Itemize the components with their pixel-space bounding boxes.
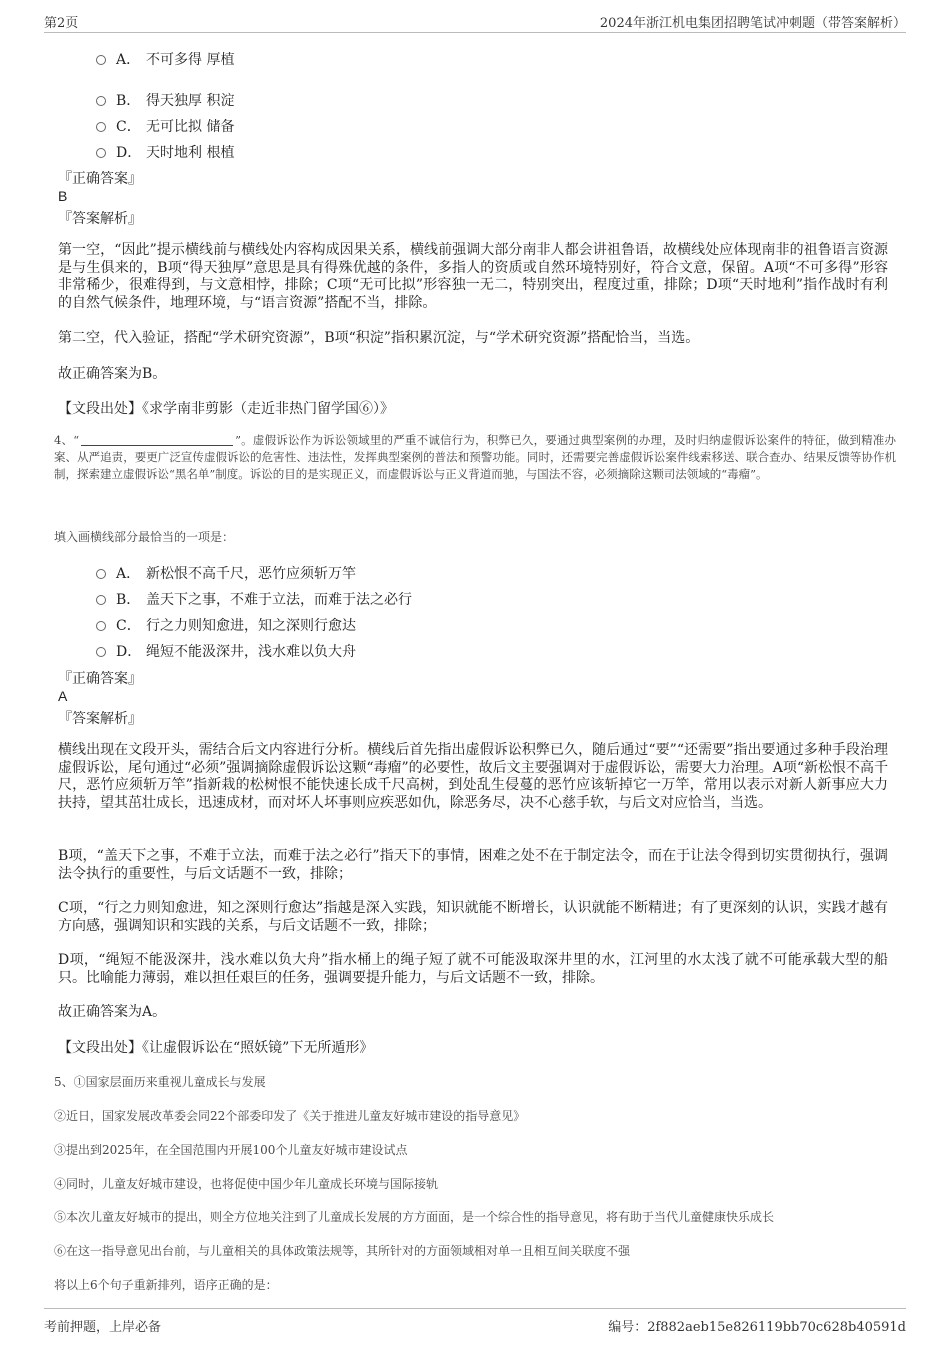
radio-icon[interactable] [96, 55, 106, 65]
q5-sentence-6: ⑥在这一指导意见出台前，与儿童相关的具体政策法规等，其所针对的方面领域相对单一且相互间关联度不强 [54, 1244, 631, 1258]
q3-source: 【文段出处】《求学南非剪影（走近非热门留学国⑥）》 [58, 401, 394, 417]
radio-icon[interactable] [96, 595, 106, 605]
q4-source: 【文段出处】《让虚假诉讼在“照妖镜”下无所遁形》 [58, 1040, 374, 1056]
q3-option-b[interactable]: B． 得天独厚 积淀 [96, 90, 234, 110]
q5-sentence-5: ⑤本次儿童友好城市的提出，则全方位地关注到了儿童成长发展的方方面面，是一个综合性的指导意见，将有助于当代儿童健康快乐成长 [54, 1210, 775, 1224]
q5-sentence-1: 5、①国家层面历来重视儿童成长与发展 [54, 1075, 266, 1089]
q5-sentence-3: ③提出到2025年，在全国范围内开展100个儿童友好城市建设试点 [54, 1143, 408, 1157]
q4-answer: A [58, 688, 68, 704]
q3-answer-label: 『正确答案』 [58, 171, 142, 187]
q4-option-b[interactable]: B． 盖天下之事，不难于立法，而难于法之必行 [96, 589, 412, 609]
q3-answer: B [58, 188, 68, 204]
q4-analysis-p1: 横线出现在文段开头，需结合后文内容进行分析。横线后首先指出虚假诉讼积弊已久，随后通过“要”“还需要”指出要通过多种手段治理虚假诉讼，尾句通过“必须”强调摘除虚假诉讼这颗“毒瘤”的必要性，故后文主要强调对于虚假诉讼，需要大力治理。A项“新松恨不高千尺，恶竹应须斩万竿”指新栽的松树恨不能快速长成千尺高树，到处乱生侵蔓的恶竹应该斩掉它一万竿，常用以表示对新人新事应大力扶持，望其茁壮成长，迅速成材，而对坏人坏事则应疾恶如仇，除恶务尽，决不心慈手软，与后文对应恰当，当选。 [58, 742, 888, 811]
page-footer [44, 1308, 906, 1335]
document-title: 2024年浙江机电集团招聘笔试冲刺题（带答案解析） [599, 16, 906, 31]
q3-option-a[interactable]: A． 不可多得 厚植 [96, 49, 234, 69]
q5-sentence-2: ②近日，国家发展改革委会同22个部委印发了《关于推进儿童友好城市建设的指导意见》 [54, 1109, 526, 1123]
radio-icon[interactable] [96, 569, 106, 579]
page-header [44, 10, 906, 33]
q4-stem: 4、“ ”。虚假诉讼作为诉讼领域里的严重不诚信行为，积弊已久，要通过典型案例的办理，及时归纳虚假诉讼案件的特征，做到精准办案、从严追责，要更广泛宣传虚假诉讼的危害性、违法性，发挥典型案例的普法和预警功能。同时，还需要完善虚假诉讼案件线索移送、联合查办、结果反馈等协作机制，探索建立虚假诉讼“黑名单”制度。诉讼的目的是实现正义，而虚假诉讼与正义背道而驰，与国法不容，必须摘除这颗司法领域的“毒瘤”。 [54, 433, 896, 481]
radio-icon[interactable] [96, 621, 106, 631]
q5-prompt: 将以上6个句子重新排列，语序正确的是： [54, 1278, 278, 1292]
fill-blank [81, 434, 233, 446]
q3-analysis-p1: 第一空，“因此”提示横线前与横线处内容构成因果关系，横线前强调大部分南非人都会讲祖鲁语，故横线处应体现南非的祖鲁语言资源是与生俱来的，B项“得天独厚”意思是具有得殊优越的条件，多指人的资质或自然环境特别好，符合文意，保留。A项“不可多得”形容非常稀少，很难得到，与文意相悖，排除；C项“无可比拟”形容独一无二，特别突出，程度过重，排除；D项“天时地利”指作战时有利的自然气候条件，地理环境，与“语言资源”搭配不当，排除。 [58, 242, 888, 311]
q4-analysis-p2: B项，“盖天下之事，不难于立法，而难于法之必行”指天下的事情，困难之处不在于制定法令，而在于让法令得到切实贯彻执行，强调法令执行的重要性，与后文话题不一致，排除； [58, 848, 888, 882]
q5-sentence-4: ④同时，儿童友好城市建设，也将促使中国少年儿童成长环境与国际接轨 [54, 1177, 439, 1191]
q4-option-d[interactable]: D． 绳短不能汲深井，浅水难以负大舟 [96, 641, 356, 661]
q4-prompt: 填入画横线部分最恰当的一项是： [54, 530, 235, 544]
q4-option-c[interactable]: C． 行之力则知愈进，知之深则行愈达 [96, 615, 356, 635]
radio-icon[interactable] [96, 122, 106, 132]
q3-option-c[interactable]: C． 无可比拟 储备 [96, 116, 234, 136]
q4-analysis-p4: D项，“绳短不能汲深井，浅水难以负大舟”指水桶上的绳子短了就不可能汲取深井里的水，江河里的水太浅了就不可能承载大型的船只。比喻能力薄弱，难以担任艰巨的任务，强调要提升能力，与后文话题不一致，排除。 [58, 952, 888, 986]
q3-option-d[interactable]: D． 天时地利 根植 [96, 142, 234, 162]
footer-slogan: 考前押题，上岸必备 [44, 1320, 162, 1335]
radio-icon[interactable] [96, 96, 106, 106]
radio-icon[interactable] [96, 148, 106, 158]
q3-analysis-p2: 第二空，代入验证，搭配“学术研究资源”，B项“积淀”指积累沉淀，与“学术研究资源”搭配恰当，当选。 [58, 330, 700, 346]
document-id: 编号：2f882aeb15e826119bb70c628b40591d [608, 1320, 906, 1335]
q4-answer-label: 『正确答案』 [58, 671, 142, 687]
q4-option-a[interactable]: A． 新松恨不高千尺，恶竹应须斩万竿 [96, 563, 356, 583]
q4-analysis-p3: C项，“行之力则知愈进，知之深则行愈达”指越是深入实践，知识就能不断增长，认识就能不断精进；有了更深刻的认识，实践才越有方向感，强调知识和实践的关系，与后文话题不一致，排除； [58, 900, 888, 934]
q4-analysis-p5: 故正确答案为A。 [58, 1004, 167, 1020]
q4-analysis-label: 『答案解析』 [58, 711, 142, 727]
radio-icon[interactable] [96, 647, 106, 657]
q3-analysis-p3: 故正确答案为B。 [58, 366, 167, 382]
page-number: 第2页 [44, 16, 79, 31]
q3-analysis-label: 『答案解析』 [58, 211, 142, 227]
